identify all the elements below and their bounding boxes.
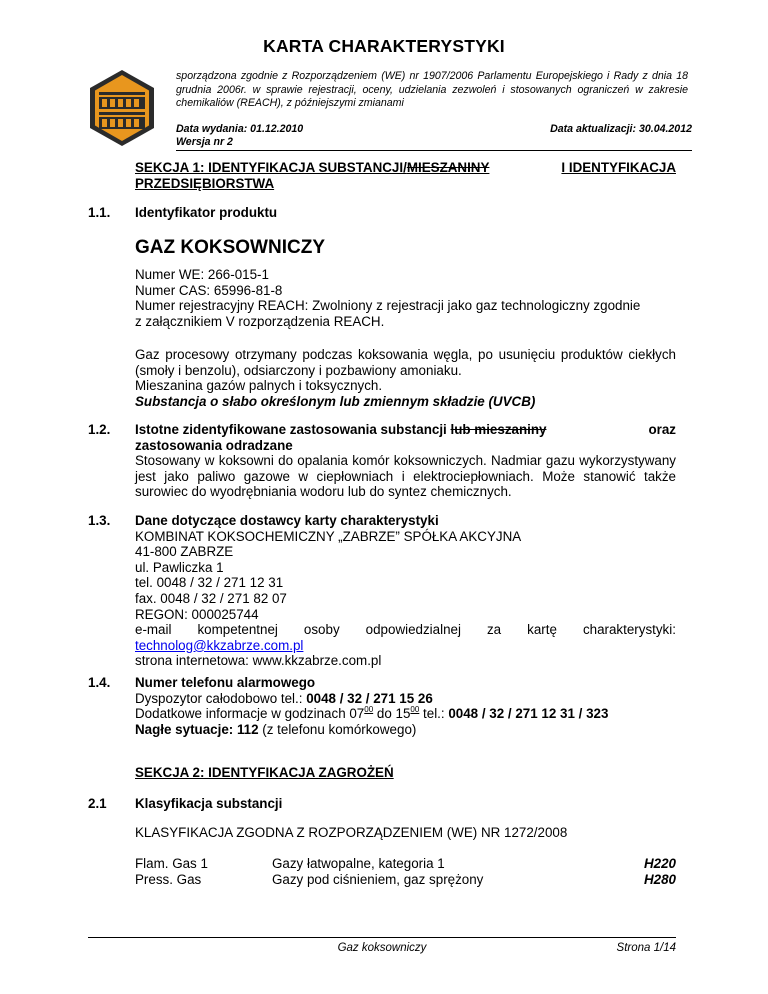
subsection-1-2 xyxy=(135,422,676,500)
section-1-heading-b: I IDENTYFIKACJA xyxy=(561,160,676,175)
subsection-1-2-title xyxy=(135,422,676,438)
section-1-heading-a: SEKCJA 1: IDENTYFIKACJA SUBSTANCJI/MIESZANINY xyxy=(135,160,490,175)
subsection-1-2-title-a: Istotne zidentyfikowane zastosowania substancji lub mieszaniny xyxy=(135,422,547,437)
email-word: za xyxy=(486,622,502,638)
email-word: odpowiedzialnej xyxy=(365,622,461,638)
company-logo xyxy=(87,68,157,148)
classification-row xyxy=(135,872,676,888)
street-address: ul. Pawliczka 1 xyxy=(135,559,224,575)
subsection-1-4-number: 1.4. xyxy=(88,675,111,690)
classification-row xyxy=(135,856,676,872)
subsection-2-1-title: Klasyfikacja substancji xyxy=(135,796,283,811)
classification-title: KLASYFIKACJA ZGODNA Z ROZPORZĄDZENIEM (WE) NR 1272/2008 xyxy=(135,825,568,840)
fax: fax. 0048 / 32 / 271 82 07 xyxy=(135,590,287,606)
phone: tel. 0048 / 32 / 271 12 31 xyxy=(135,575,284,591)
section-1-heading xyxy=(135,160,676,192)
email-word: kompetentnej xyxy=(197,622,278,638)
footer-page-number: Strona 1/14 xyxy=(616,942,676,954)
subsection-1-4-title: Numer telefonu alarmowego xyxy=(135,675,316,690)
cas-number: Numer CAS: 65996-81-8 xyxy=(135,282,283,298)
dispatcher-line: Dyspozytor całodobowo tel.: 0048 / 32 / 271 15 26 xyxy=(135,690,433,706)
email-word: kartę xyxy=(527,622,557,638)
regulation-note: sporządzona zgodnie z Rozporządzeniem (WE) nr 1907/2006 Parlamentu Europejskiego i Rady z dnia 18 grudnia 2006r. w sprawie rejestracji, oceny, udzielania zezwoleń i stosowanych ograniczeń w zakresie chemikaliów (REACH), z późniejszymi zmianami xyxy=(176,70,688,110)
hazard-class: Flam. Gas 1 xyxy=(135,856,208,871)
product-identifiers xyxy=(135,267,676,329)
mixture-note: Mieszanina gazów palnych i toksycznych. xyxy=(135,378,383,394)
info-hours-line: Dodatkowe informacje w godzinach $07^{00}$ do $15^{00}$ tel.: 0048 / 32 / 271 12 31 / 323 xyxy=(135,705,609,722)
document-title: KARTA CHARAKTERYSTYKI xyxy=(263,36,505,56)
subsection-1-3-number: 1.3. xyxy=(88,513,111,528)
reach-line-2: z załącznikiem V rozporządzenia REACH. xyxy=(135,313,385,329)
email-word: charakterystyki: xyxy=(582,622,676,638)
product-name: GAZ KOKSOWNICZY xyxy=(135,237,325,258)
reach-line-1: Numer rejestracyjny REACH: Zwolniony z rejestracji jako gaz technologiczny zgodnie xyxy=(135,298,641,314)
email-label-line xyxy=(135,622,676,638)
email-line xyxy=(135,638,676,654)
product-description xyxy=(135,347,676,409)
subsection-1-2-title-b: oraz xyxy=(648,422,676,437)
hazard-class: Press. Gas xyxy=(135,871,202,887)
hazard-statement: H220 xyxy=(643,856,676,871)
subsection-2-1-number: 2.1 xyxy=(88,796,107,811)
section-1-heading-line2: PRZEDSIĘBIORSTWA xyxy=(135,176,275,191)
classification-table xyxy=(135,856,676,887)
company-name: KOMBINAT KOKSOCHEMICZNY „ZABRZE” SPÓŁKA AKCYJNA xyxy=(135,528,522,544)
hazard-statement: H280 xyxy=(643,871,676,887)
emergency-phones xyxy=(135,675,676,737)
page-footer xyxy=(88,937,676,958)
section-2-heading: SEKCJA 2: IDENTYFIKACJA ZAGROŻEŃ xyxy=(135,765,394,780)
process-description: Gaz procesowy otrzymany podczas koksowania węgla, po usunięciu produktów ciekłych (smoły i benzolu), odsiarczony i pozbawiony amoniaku. xyxy=(135,347,676,378)
we-number: Numer WE: 266-015-1 xyxy=(135,267,269,282)
subsection-1-1-number: 1.1. xyxy=(88,205,111,220)
footer-doc-name: Gaz koksowniczy xyxy=(337,942,427,954)
email-word: e-mail xyxy=(135,622,172,638)
supplier-details xyxy=(135,513,676,669)
hazard-description: Gazy łatwopalne, kategoria 1 xyxy=(272,856,445,871)
regon: REGON: 000025744 xyxy=(135,606,259,622)
email-link[interactable]: technolog@kkzabrze.com.pl xyxy=(135,637,304,653)
email-word: osoby xyxy=(303,622,340,638)
postal-code: 41-800 ZABRZE xyxy=(135,544,234,560)
version: Wersja nr 2 xyxy=(176,136,233,148)
subsection-1-2-title-line2: zastosowania odradzane xyxy=(135,437,293,453)
subsection-1-1-title: Identyfikator produktu xyxy=(135,205,278,220)
uses-description: Stosowany w koksowni do opalania komór koksowniczych. Nadmiar gazu wykorzystywany jest jako paliwo gazowe w ciepłowniach i elektrociepłowniach. Może stanowić także surowiec do wyodrębniania wodoru lub do syntez chemicznych. xyxy=(135,453,676,500)
uvcb-note: Substancja o słabo określonym lub zmiennym składzie (UVCB) xyxy=(135,393,536,409)
website: strona internetowa: www.kkzabrze.com.pl xyxy=(135,653,382,669)
update-date: Data aktualizacji: 30.04.2012 xyxy=(550,123,692,135)
hazard-description: Gazy pod ciśnieniem, gaz sprężony xyxy=(272,871,484,887)
subsection-1-3-title: Dane dotyczące dostawcy karty charakterystyki xyxy=(135,513,439,528)
subsection-1-2-number: 1.2. xyxy=(88,422,111,437)
header-rule xyxy=(176,150,692,151)
emergency-line: Nagłe sytuacje: 112 (z telefonu komórkowego) xyxy=(135,721,417,737)
issue-date: Data wydania: 01.12.2010 xyxy=(176,123,304,135)
